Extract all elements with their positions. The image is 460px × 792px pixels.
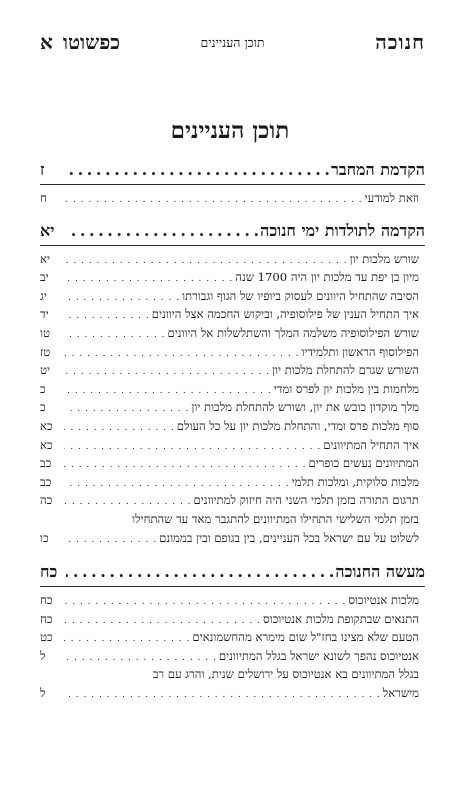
running-head (40, 30, 425, 56)
toc-entry[interactable] (40, 473, 425, 492)
entry-page-number: טז (40, 344, 51, 359)
dot-leader (64, 343, 299, 364)
toc-section-heading[interactable] (40, 562, 425, 587)
entry-label: הפילוסוף הראשון ותלמידיו (301, 344, 419, 359)
entry-label: איך התחיל הענין של פילוסופיה, וביקוש החכמה אצל היוונים (151, 307, 419, 322)
entry-page-number: כח (40, 593, 53, 608)
entry-page-number: כא (40, 418, 53, 433)
toc-entry[interactable] (40, 380, 425, 399)
entry-label: אנטיוכוס נהפך לשונא ישראל בגלל המתיוונים (218, 648, 419, 663)
dot-leader (64, 250, 348, 271)
page-title: תוכן העניינים (170, 117, 290, 144)
entry-label: מלך מוקדון כובש את יון, ושורש להתחלת מלכות יון (191, 400, 419, 415)
dot-leader (64, 398, 189, 419)
entry-page-number: כו (40, 530, 49, 545)
toc-entry[interactable] (40, 491, 425, 510)
entry-page-number: כא (40, 437, 53, 452)
toc-entry[interactable] (40, 417, 425, 436)
entry-page-number: כב (40, 474, 52, 489)
toc-section (40, 160, 425, 208)
toc-entry[interactable] (40, 647, 425, 666)
entry-page-number: כ (40, 400, 46, 415)
section-page-number: ז (40, 160, 45, 179)
toc-entry[interactable] (40, 610, 425, 629)
entry-page-number: טו (40, 325, 50, 340)
running-head-series-word: כפשוטו (62, 30, 120, 54)
entry-label: שורש מלכות יון (349, 251, 419, 266)
entry-label: מישראל (382, 686, 419, 701)
entry-label: המתיוונים נעשים כופרים (308, 456, 419, 471)
toc-entry[interactable] (40, 510, 425, 549)
dot-leader (64, 647, 217, 668)
entry-label: השורש שגרם להתחלת מלכות יון (272, 363, 419, 378)
toc-entry[interactable] (40, 436, 425, 455)
entry-label: שורש הפילוסופיה משלמה המלך והשתלשלות אל היוונים (167, 325, 419, 340)
dot-leader (64, 591, 346, 612)
entry-page-number: יג (40, 288, 47, 303)
toc-entry[interactable] (40, 665, 425, 704)
section-page-number: יא (40, 220, 55, 240)
dot-leader (64, 610, 261, 631)
toc-entry[interactable] (40, 268, 425, 287)
dot-leader (64, 491, 192, 512)
dot-leader (64, 473, 290, 494)
entry-label: מלכות אנטיוכוס (348, 593, 419, 608)
dot-leader (64, 684, 381, 705)
entry-label: סוף מלכות פרס ומדי, והתחלת מלכות יון על כל העולם (176, 418, 419, 433)
entry-page-number: כט (40, 630, 53, 645)
running-head-book-title: חנוכה (375, 30, 425, 54)
running-head-section: תוכן העניינים (200, 35, 265, 50)
entry-label: איך התחיל המתיוונים (323, 437, 419, 452)
section-heading-label: הקדמת המחבר (331, 160, 425, 179)
toc-entry[interactable] (40, 591, 425, 610)
toc-entry[interactable] (40, 189, 425, 208)
toc-entry[interactable] (40, 628, 425, 647)
toc-entry[interactable] (40, 287, 425, 306)
toc-entry[interactable] (40, 305, 425, 324)
dot-leader (64, 529, 157, 550)
dot-leader (64, 454, 307, 475)
dot-leader (64, 628, 190, 649)
entry-label: וזאת למודעי (364, 191, 419, 205)
toc-entry[interactable] (40, 398, 425, 417)
dot-leader (66, 160, 329, 179)
entry-page-number: יט (40, 363, 51, 378)
entry-label: הסיבה שהתחיל היוונים לעסוק ביופיו של הגוף וגבורתו (182, 288, 419, 303)
entry-page-number: יד (40, 307, 49, 322)
entry-label: התנאים שבתקופת מלכות אנטיוכוס (263, 611, 419, 626)
dot-leader (64, 324, 166, 345)
dot-leader (64, 436, 321, 457)
running-head-series (40, 30, 120, 55)
entry-page-number: כב (40, 456, 52, 471)
entry-label: לשלוט על עם ישראל בכל העניינים, בין בגופם ובין בממונם (159, 530, 419, 545)
entry-label: מלכות סלוקית, ומלכות תלמי (291, 474, 419, 489)
toc-entry[interactable] (40, 250, 425, 269)
dot-leader (64, 268, 233, 289)
dot-leader (64, 380, 272, 401)
dot-leader (64, 361, 270, 382)
entry-label-line1: בזמן תלמי השלישי התחילו המתיוונים להתגבר מאד עד שהתחילו (132, 511, 419, 526)
entry-page-number: ל (40, 686, 46, 701)
entry-label: מלחמות בין מלכות יון לפרס ומדי (273, 381, 419, 396)
dot-leader (64, 287, 180, 308)
dot-leader (66, 221, 258, 240)
section-heading-label: מעשה החנוכה (335, 562, 425, 582)
toc-section-heading[interactable] (40, 160, 425, 185)
toc-section (40, 562, 425, 705)
entry-label: מיון בן יפת עד מלכות יון היה 1700 שנה (235, 270, 419, 285)
entry-page-number: יב (40, 270, 49, 285)
page-number: א (40, 30, 53, 54)
dot-leader (64, 305, 150, 326)
toc-entry[interactable] (40, 343, 425, 362)
entry-page-number: יא (40, 251, 50, 266)
toc-entry[interactable] (40, 324, 425, 343)
entry-page-number: כח (40, 611, 53, 626)
entry-label: הטעם שלא מצינו בחז"ל שום מימרא מהחשמונאים (192, 630, 419, 645)
section-page-number: כח (40, 562, 58, 582)
entry-page-number: כה (40, 493, 53, 508)
toc-entry[interactable] (40, 361, 425, 380)
dot-leader (64, 417, 175, 438)
entry-page-number: ח (40, 191, 47, 205)
entry-page-number: כ (40, 381, 46, 396)
table-of-contents (40, 160, 425, 718)
toc-section (40, 221, 425, 550)
section-heading-label: הקדמה לתולדות ימי חנוכה (260, 220, 425, 240)
dot-leader (66, 562, 333, 581)
toc-entry[interactable] (40, 454, 425, 473)
dot-leader (64, 189, 363, 210)
entry-label: תרגום התורה בזמן תלמי השני היה חיזוק למתיוונים (193, 493, 419, 508)
toc-section-heading[interactable] (40, 221, 425, 246)
entry-label-line1: בגלל המתיוונים בא אנטיוכוס על ירושלים שנית, והרג עם רב (152, 667, 419, 682)
entry-page-number: ל (40, 648, 46, 663)
